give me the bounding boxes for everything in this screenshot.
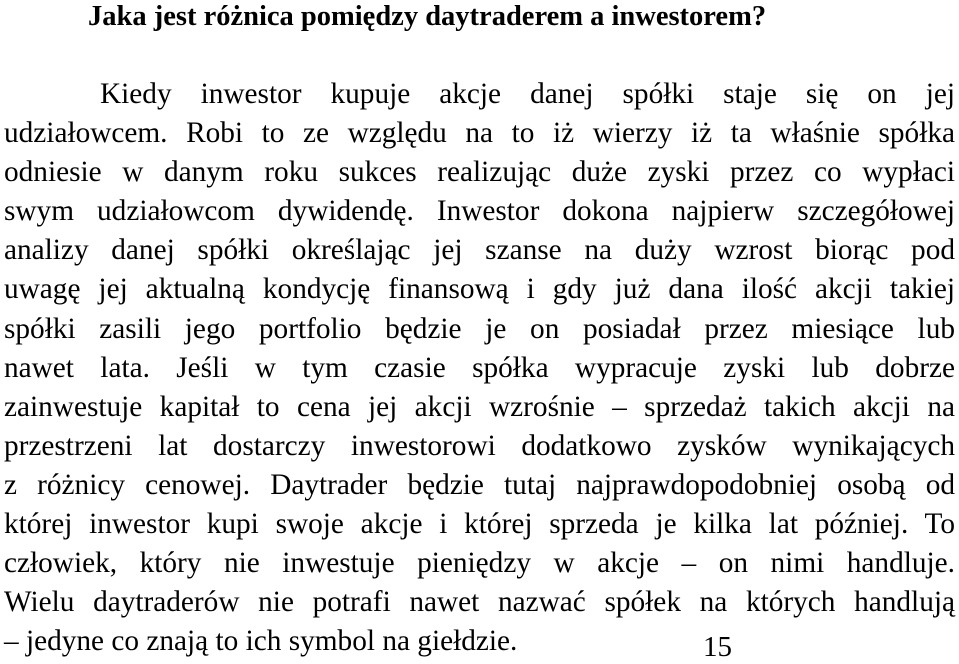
paragraph-line: człowiek, który nie inwestuje pieniędzy w akcje – on nimi handluje. bbox=[4, 547, 955, 580]
paragraph-line: spółki zasili jego portfolio będzie je on posiadał przez miesiące lub bbox=[4, 312, 955, 345]
paragraph-line: odniesie w danym roku sukces realizując duże zyski przez co wypłaci bbox=[4, 156, 955, 189]
paragraph-line: nawet lata. Jeśli w tym czasie spółka wypracuje zyski lub dobrze bbox=[4, 351, 955, 384]
page-number: 15 bbox=[703, 631, 732, 663]
paragraph-line: Kiedy inwestor kupuje akcje danej spółki staje się on jej bbox=[100, 78, 955, 110]
paragraph-line: przestrzeni lat dostarczy inwestorowi dodatkowo zysków wynikających bbox=[4, 429, 955, 462]
paragraph-line: swym udziałowcom dywidendę. Inwestor dokona najpierw szczegółowej bbox=[4, 195, 955, 228]
body-paragraph bbox=[4, 75, 955, 661]
paragraph-line: zainwestuje kapitał to cena jej akcji wzrośnie – sprzedaż takich akcji na bbox=[4, 390, 955, 423]
paragraph-line: której inwestor kupi swoje akcje i której sprzeda je kilka lat później. To bbox=[4, 508, 955, 541]
paragraph-line: Wielu daytraderów nie potrafi nawet nazwać spółek na których handlują bbox=[4, 586, 955, 619]
paragraph-line: z różnicy cenowej. Daytrader będzie tutaj najprawdopodobniej osobą od bbox=[4, 468, 955, 501]
paragraph-line: uwagę jej aktualną kondycję finansową i gdy już dana ilość akcji takiej bbox=[4, 273, 955, 306]
paragraph-line: udziałowcem. Robi to ze względu na to iż wierzy iż ta właśnie spółka bbox=[4, 117, 955, 150]
paragraph-line: analizy danej spółki określając jej szanse na duży wzrost biorąc pod bbox=[4, 234, 955, 267]
page-title: Jaka jest różnica pomiędzy daytraderem a inwestorem? bbox=[88, 1, 767, 32]
paragraph-line: – jedyne co znają to ich symbol na giełdzie. bbox=[4, 625, 518, 658]
